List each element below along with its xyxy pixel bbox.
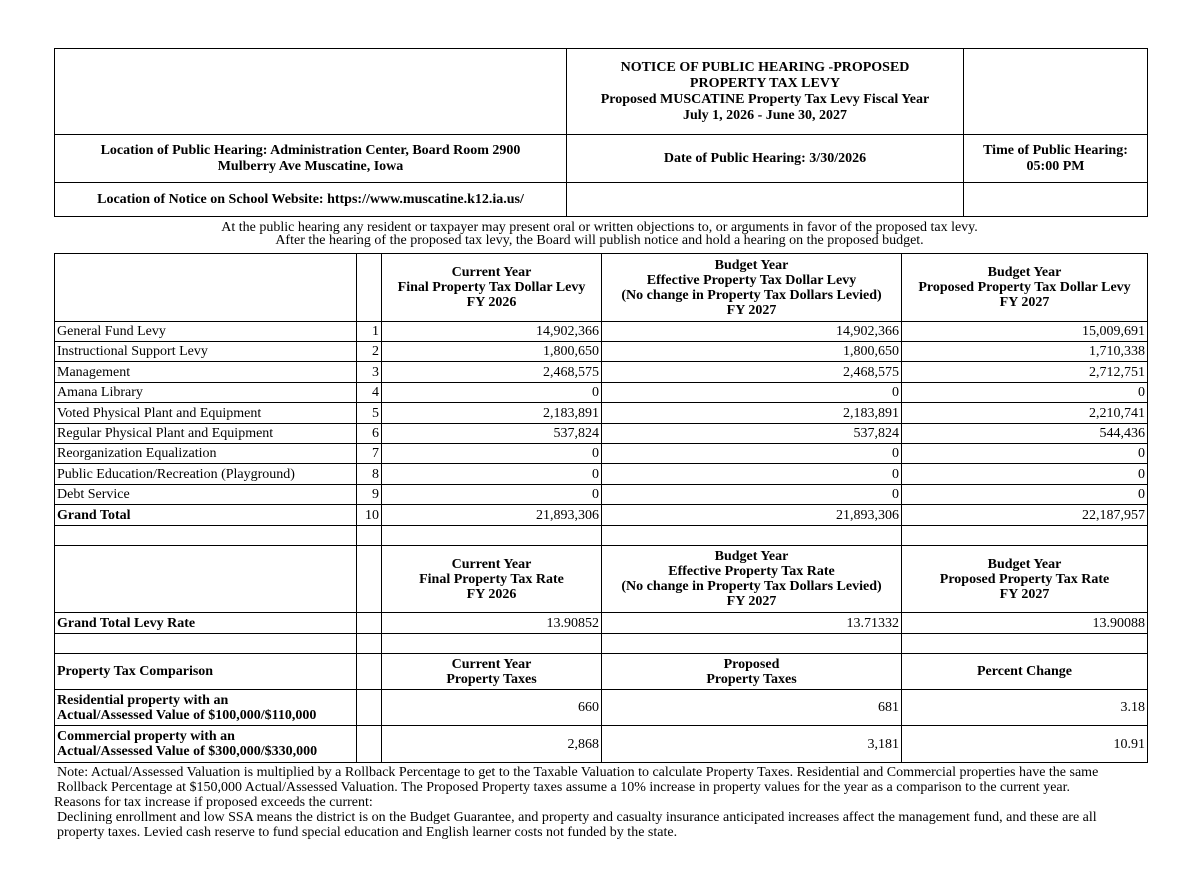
levy-name: Debt Service [55, 485, 357, 505]
levy-name: Regular Physical Plant and Equipment [55, 424, 357, 444]
levy-row [55, 464, 1148, 485]
rate-header-effective [602, 546, 902, 613]
rate-header-num-blank [357, 546, 382, 613]
comparison-header-proposed [602, 654, 902, 690]
label-line: Actual/Assessed Value of $100,000/$110,000 [57, 707, 317, 723]
levy-header-current [382, 254, 602, 322]
levy-current: 0 [382, 464, 602, 485]
header-line: FY 2027 [726, 594, 777, 609]
levy-effective: 2,468,575 [602, 362, 902, 383]
levy-effective: 537,824 [602, 424, 902, 444]
levy-name: General Fund Levy [55, 322, 357, 342]
title-line: Proposed MUSCATINE Property Tax Levy Fiscal Year [600, 91, 930, 107]
website-blank-mid [567, 183, 964, 217]
levy-num: 7 [357, 444, 382, 464]
rate-effective: 13.71332 [602, 613, 902, 634]
header-line: Property Taxes [706, 671, 797, 687]
levy-current: 2,183,891 [382, 403, 602, 424]
levy-header-num-blank [357, 254, 382, 322]
reasons-text: Declining enrollment and low SSA means the district is on the Budget Guarantee, and property and casualty insurance anticipated increases affect the management fund, and these are all property taxes. Levied cash reserve to fund special education and English learner costs not funded by the state. [57, 810, 1097, 840]
header-line: FY 2026 [466, 586, 517, 602]
header-line: FY 2027 [726, 302, 777, 318]
comparison-row-label [55, 690, 357, 726]
comparison-change: 3.18 [902, 690, 1148, 726]
comparison-label: Property Tax Comparison [55, 654, 357, 690]
levy-effective: 0 [602, 444, 902, 464]
header-line: (No change in Property Tax Dollars Levied) [621, 287, 882, 303]
comparison-row [55, 690, 1148, 726]
header-line: Proposed Property Tax Rate [939, 571, 1110, 587]
levy-proposed: 1,710,338 [902, 342, 1148, 362]
title-line: PROPERTY TAX LEVY [689, 75, 841, 91]
hearing-time [964, 135, 1148, 183]
header-line: Budget Year [714, 549, 789, 564]
levy-row [55, 444, 1148, 464]
website-blank-right [964, 183, 1148, 217]
levy-current: 2,468,575 [382, 362, 602, 383]
levy-proposed: 0 [902, 464, 1148, 485]
rollback-note: Note: Actual/Assessed Valuation is multiplied by a Rollback Percentage to get to the Taxable Valuation to calculate Property Taxes. Residential and Commercial properties have the same Rollback Percentage at $150,000 Actual/Assessed Valuation. The Proposed Property taxes assume a 10% increase in property values for the year as a comparison to the current year. [57, 765, 1099, 795]
rate-name: Grand Total Levy Rate [55, 613, 357, 634]
levy-name: Grand Total [55, 505, 357, 526]
spacer-row [55, 526, 1148, 546]
header-line: FY 2027 [999, 586, 1050, 602]
levy-current: 0 [382, 383, 602, 403]
comparison-header-current [382, 654, 602, 690]
levy-proposed: 22,187,957 [902, 505, 1148, 526]
levy-proposed: 0 [902, 444, 1148, 464]
rate-header-proposed [902, 546, 1148, 613]
comparison-proposed: 681 [602, 690, 902, 726]
comparison-row-label [55, 726, 357, 763]
levy-name: Management [55, 362, 357, 383]
levy-num: 5 [357, 403, 382, 424]
reasons-label: Reasons for tax increase if proposed exceeds the current: [54, 795, 373, 810]
label-line: Commercial property with an [57, 729, 235, 744]
header-line: FY 2027 [999, 295, 1050, 310]
levy-current: 1,800,650 [382, 342, 602, 362]
levy-effective: 0 [602, 464, 902, 485]
time-line: Time of Public Hearing: [983, 142, 1128, 158]
levy-effective: 2,183,891 [602, 403, 902, 424]
hearing-notice-text [0, 221, 1199, 247]
header-line: FY 2026 [466, 295, 517, 310]
levy-current: 14,902,366 [382, 322, 602, 342]
header-line: Proposed Property Tax Dollar Levy [918, 280, 1131, 295]
levy-proposed: 15,009,691 [902, 322, 1148, 342]
levy-table [54, 253, 1148, 763]
header-line: Property Taxes [446, 671, 537, 687]
header-line: Effective Property Tax Dollar Levy [646, 272, 857, 288]
levy-name: Reorganization Equalization [55, 444, 357, 464]
levy-num: 1 [357, 322, 382, 342]
comparison-header-change: Percent Change [902, 654, 1148, 690]
header-line: Current Year [451, 656, 532, 672]
levy-current: 537,824 [382, 424, 602, 444]
levy-current: 21,893,306 [382, 505, 602, 526]
levy-row [55, 424, 1148, 444]
notice-line: At the public hearing any resident or taxpayer may present oral or written objections to, or arguments in favor of the proposed tax levy. [221, 220, 978, 235]
levy-proposed: 0 [902, 383, 1148, 403]
footer-notes [54, 765, 1142, 840]
levy-num: 6 [357, 424, 382, 444]
rate-current: 13.90852 [382, 613, 602, 634]
levy-row-grand-total [55, 505, 1148, 526]
levy-num: 9 [357, 485, 382, 505]
spacer-row [55, 634, 1148, 654]
header-line: Budget Year [714, 257, 789, 273]
comparison-current: 2,868 [382, 726, 602, 763]
levy-proposed: 2,210,741 [902, 403, 1148, 424]
comparison-proposed: 3,181 [602, 726, 902, 763]
notice-title [567, 49, 964, 135]
levy-proposed: 0 [902, 485, 1148, 505]
header-line: Current Year [451, 265, 532, 280]
levy-effective: 14,902,366 [602, 322, 902, 342]
header-line: Final Property Tax Rate [419, 571, 564, 587]
notice-line: After the hearing of the proposed tax levy, the Board will publish notice and hold a hearing on the proposed budget. [275, 233, 924, 248]
comparison-change: 10.91 [902, 726, 1148, 763]
levy-name: Voted Physical Plant and Equipment [55, 403, 357, 424]
rate-header-current [382, 546, 602, 613]
time-line: 05:00 PM [1026, 158, 1085, 174]
levy-row [55, 403, 1148, 424]
hearing-location [55, 135, 567, 183]
header-line: Budget Year [987, 265, 1062, 280]
levy-effective: 21,893,306 [602, 505, 902, 526]
header-line: Proposed [723, 656, 780, 672]
levy-num: 2 [357, 342, 382, 362]
rate-header-blank [55, 546, 357, 613]
levy-name: Amana Library [55, 383, 357, 403]
comparison-current: 660 [382, 690, 602, 726]
levy-name: Public Education/Recreation (Playground) [55, 464, 357, 485]
levy-num: 4 [357, 383, 382, 403]
levy-proposed: 544,436 [902, 424, 1148, 444]
levy-proposed: 2,712,751 [902, 362, 1148, 383]
levy-num: 8 [357, 464, 382, 485]
hearing-date: Date of Public Hearing: 3/30/2026 [567, 135, 964, 183]
header-blank-left [55, 49, 567, 135]
header-line: Effective Property Tax Rate [668, 564, 835, 579]
levy-name: Instructional Support Levy [55, 342, 357, 362]
label-line: Residential property with an [57, 692, 229, 708]
title-line: NOTICE OF PUBLIC HEARING -PROPOSED [620, 59, 910, 75]
levy-row [55, 485, 1148, 505]
levy-effective: 0 [602, 485, 902, 505]
levy-header-effective [602, 254, 902, 322]
levy-num: 10 [357, 505, 382, 526]
location-line: Location of Public Hearing: Administration Center, Board Room 2900 [100, 142, 521, 158]
title-line: July 1, 2026 - June 30, 2027 [682, 107, 848, 123]
comparison-row [55, 726, 1148, 763]
levy-row [55, 383, 1148, 403]
location-line: Mulberry Ave Muscatine, Iowa [217, 158, 404, 174]
levy-header-blank [55, 254, 357, 322]
hearing-header-table [54, 48, 1148, 217]
header-line: Final Property Tax Dollar Levy [397, 280, 586, 295]
levy-current: 0 [382, 485, 602, 505]
levy-effective: 0 [602, 383, 902, 403]
rate-row [55, 613, 1148, 634]
header-line: (No change in Property Tax Dollars Levied) [621, 579, 882, 594]
header-blank-right [964, 49, 1148, 135]
label-line: Actual/Assessed Value of $300,000/$330,000 [57, 744, 318, 759]
levy-row [55, 362, 1148, 383]
levy-effective: 1,800,650 [602, 342, 902, 362]
header-line: Budget Year [987, 556, 1062, 572]
rate-proposed: 13.90088 [902, 613, 1148, 634]
header-line: Current Year [451, 556, 532, 572]
levy-num: 3 [357, 362, 382, 383]
website-location: Location of Notice on School Website: https://www.muscatine.k12.ia.us/ [55, 183, 567, 217]
levy-row [55, 322, 1148, 342]
levy-header-proposed [902, 254, 1148, 322]
levy-row [55, 342, 1148, 362]
levy-current: 0 [382, 444, 602, 464]
